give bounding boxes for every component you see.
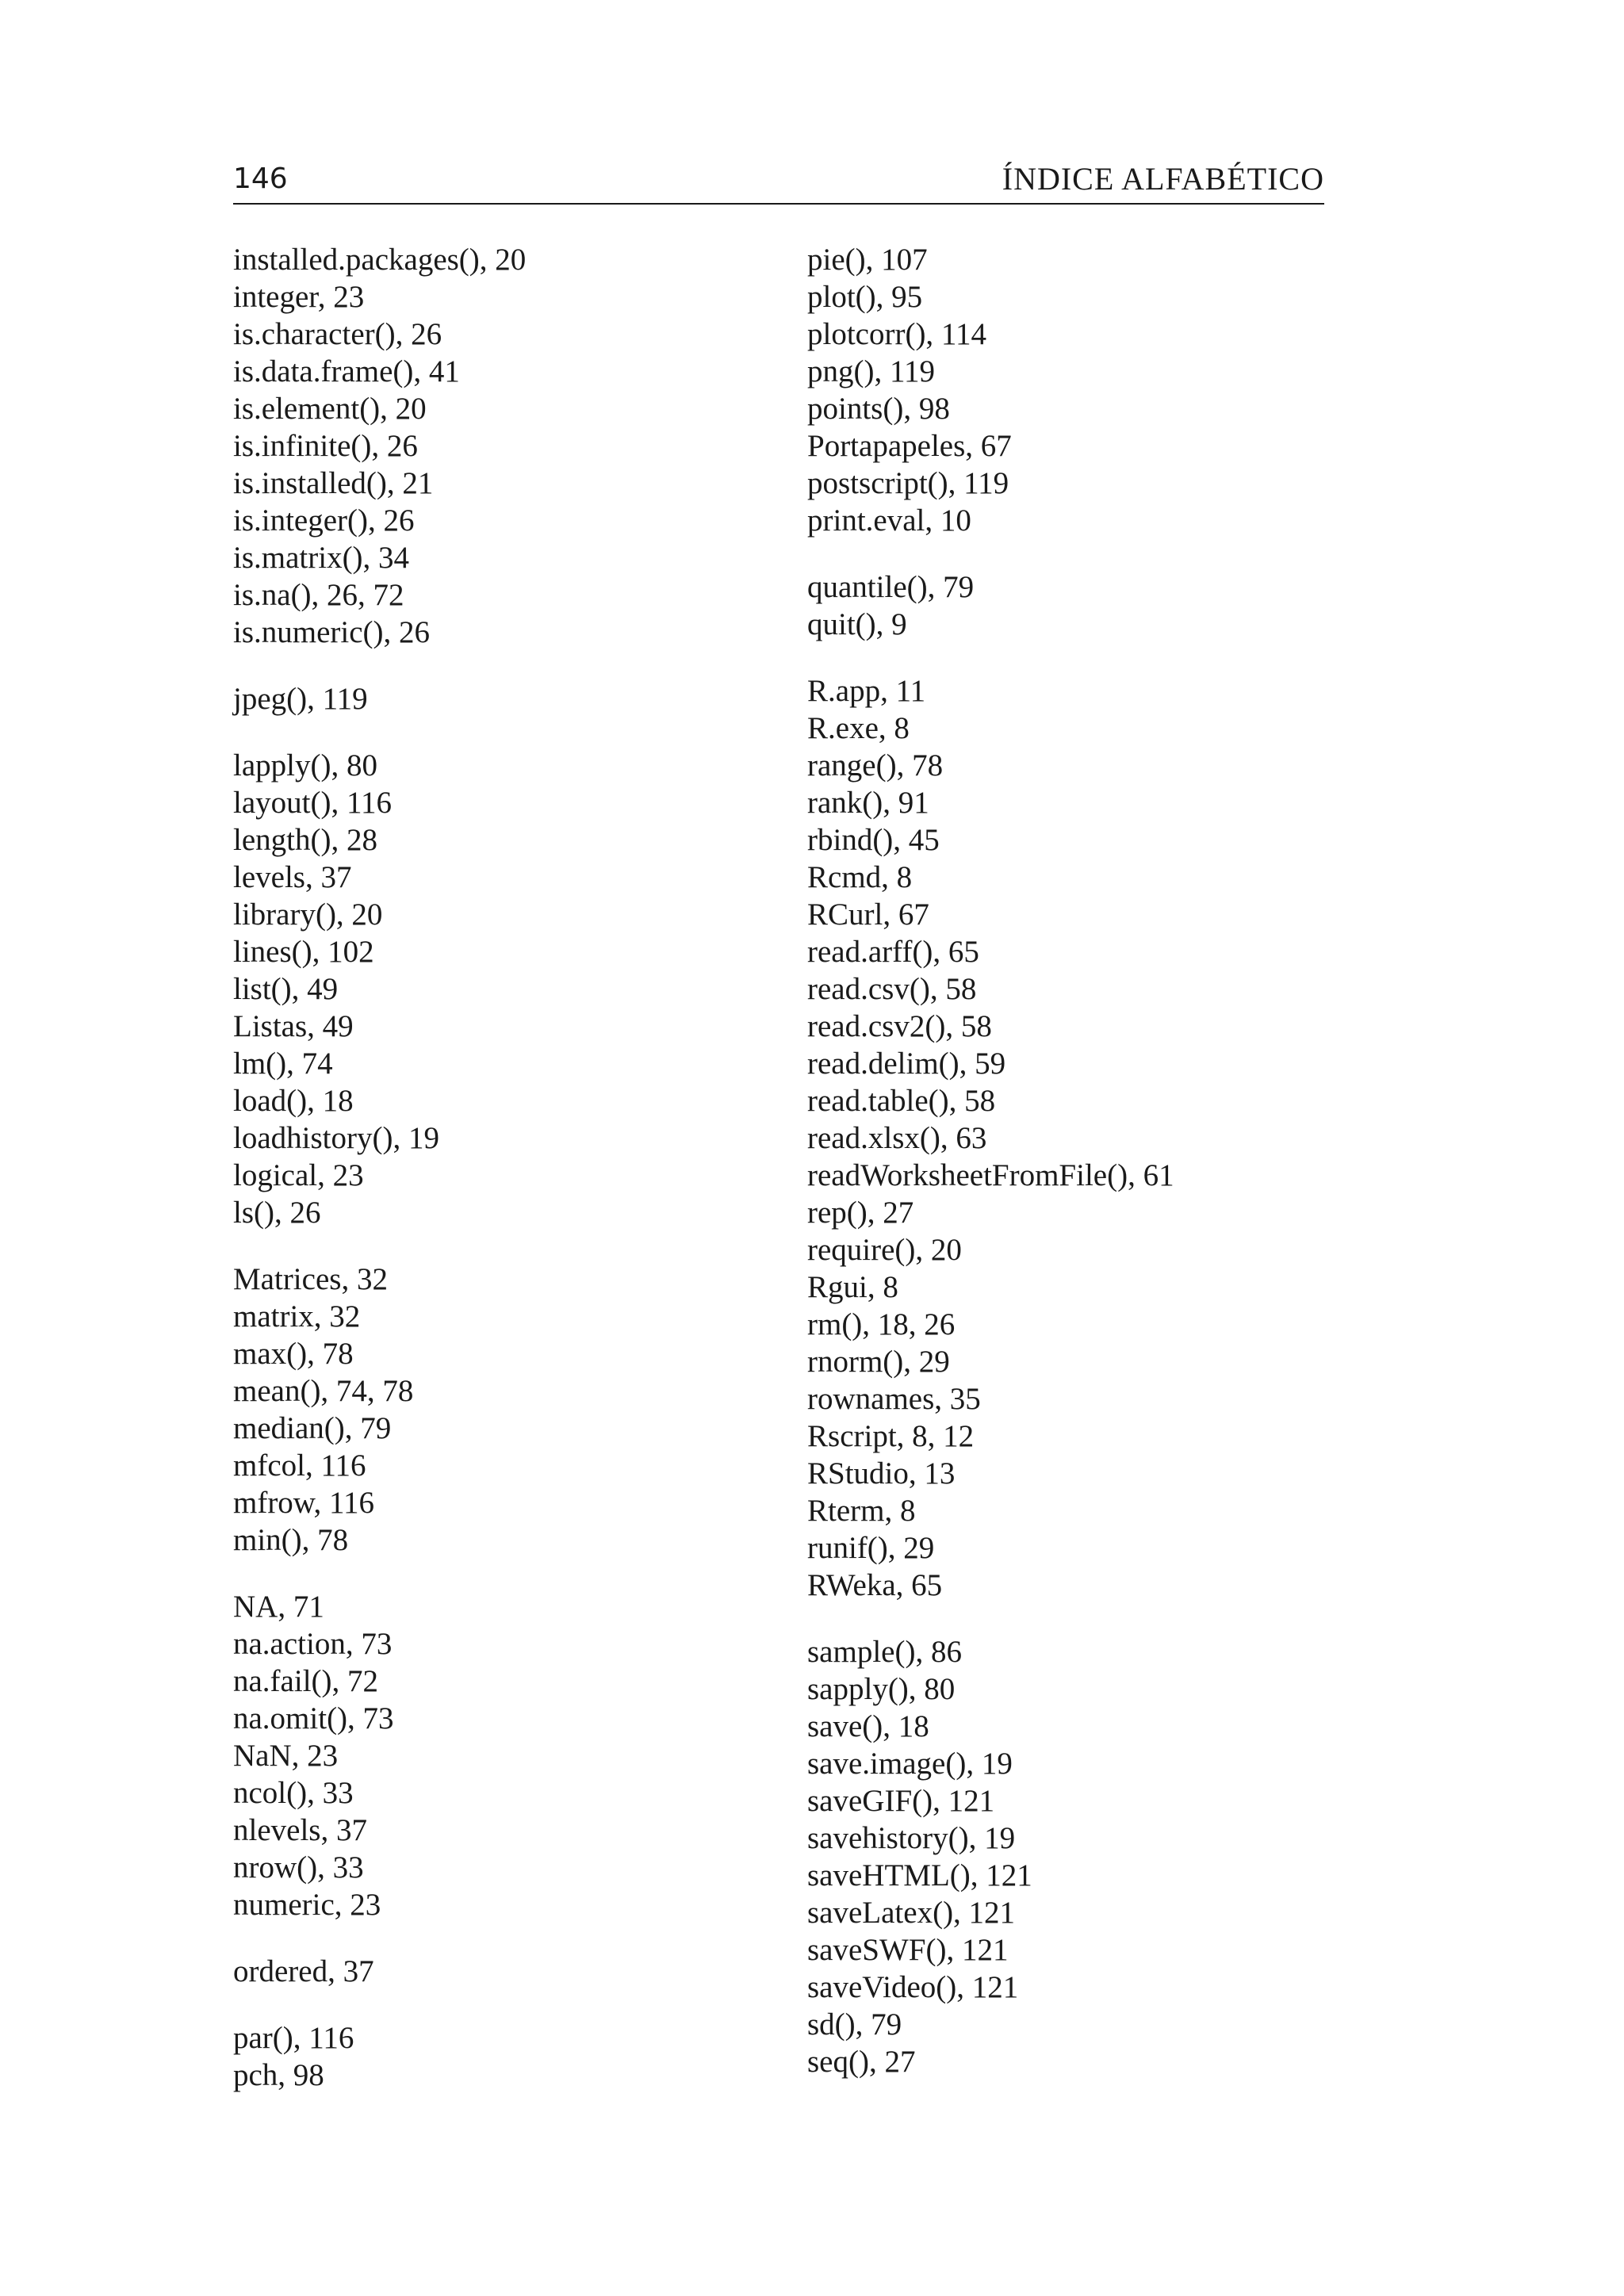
index-entry: Matrices, 32 (233, 1262, 388, 1296)
index-entry: load(), 18 (233, 1084, 354, 1118)
index-entry: saveHTML(), 121 (807, 1858, 1032, 1892)
index-entry: Rterm, 8 (807, 1494, 916, 1528)
index-entry: read.csv(), 58 (807, 972, 977, 1006)
index-entry: mean(), 74, 78 (233, 1374, 414, 1408)
index-entry: min(), 78 (233, 1523, 349, 1557)
index-entry: lm(), 74 (233, 1047, 333, 1081)
index-entry: rank(), 91 (807, 786, 929, 820)
index-entry: points(), 98 (807, 392, 950, 426)
index-entry: logical, 23 (233, 1158, 364, 1192)
index-entry: na.action, 73 (233, 1627, 393, 1661)
index-entry: is.installed(), 21 (233, 466, 434, 500)
index-entry: ordered, 37 (233, 1954, 374, 1988)
index-entry: lapply(), 80 (233, 748, 377, 783)
index-column-right (807, 241, 1362, 2110)
index-entry: range(), 78 (807, 748, 944, 783)
index-entry: R.exe, 8 (807, 711, 910, 745)
index-entry: RCurl, 67 (807, 897, 929, 932)
index-entry: is.character(), 26 (233, 317, 442, 351)
index-entry: is.infinite(), 26 (233, 429, 418, 463)
index-letter-group (807, 568, 1362, 643)
index-entry: Portapapeles, 67 (807, 429, 1012, 463)
index-entry: jpeg(), 119 (233, 682, 368, 716)
index-entry: ls(), 26 (233, 1196, 321, 1230)
index-entry: nlevels, 37 (233, 1813, 367, 1847)
index-entry: rnorm(), 29 (807, 1345, 950, 1379)
index-entry: read.table(), 58 (807, 1084, 996, 1118)
index-entry: mfrow, 116 (233, 1486, 374, 1520)
index-entry: sd(), 79 (807, 2007, 902, 2042)
index-entry: levels, 37 (233, 860, 352, 894)
index-entry: quantile(), 79 (807, 570, 975, 604)
index-entry: read.xlsx(), 63 (807, 1121, 987, 1155)
index-entry: is.matrix(), 34 (233, 541, 410, 575)
index-entry: par(), 116 (233, 2021, 354, 2055)
index-entry: print.eval, 10 (807, 503, 971, 538)
index-entry: saveVideo(), 121 (807, 1970, 1019, 2004)
index-entry: read.arff(), 65 (807, 935, 979, 969)
index-column-left (233, 241, 788, 2123)
index-entry: readWorksheetFromFile(), 61 (807, 1158, 1174, 1192)
index-entry: installed.packages(), 20 (233, 243, 527, 277)
running-head: ÍNDICE ALFABÉTICO (1002, 161, 1324, 197)
index-entry: plot(), 95 (807, 280, 923, 314)
index-entry: is.integer(), 26 (233, 503, 415, 538)
index-entry: save(), 18 (807, 1709, 929, 1743)
index-entry: NA, 71 (233, 1590, 324, 1624)
index-letter-group (233, 2019, 788, 2094)
index-entry: read.csv2(), 58 (807, 1009, 992, 1043)
index-entry: na.omit(), 73 (233, 1701, 394, 1735)
index-entry: numeric, 23 (233, 1888, 381, 1922)
index-entry: list(), 49 (233, 972, 339, 1006)
index-entry: RStudio, 13 (807, 1456, 956, 1490)
page-header (233, 162, 1324, 205)
index-entry: quit(), 9 (807, 607, 907, 641)
index-entry: Rscript, 8, 12 (807, 1419, 975, 1453)
index-entry: saveSWF(), 121 (807, 1933, 1009, 1967)
index-letter-group (233, 241, 788, 651)
index-entry: matrix, 32 (233, 1299, 361, 1334)
index-entry: rbind(), 45 (807, 823, 940, 857)
index-entry: read.delim(), 59 (807, 1047, 1006, 1081)
index-letter-group (807, 241, 1362, 539)
index-entry: median(), 79 (233, 1411, 392, 1445)
index-entry: is.na(), 26, 72 (233, 578, 404, 612)
index-entry: is.numeric(), 26 (233, 615, 431, 649)
index-entry: runif(), 29 (807, 1531, 935, 1565)
index-entry: loadhistory(), 19 (233, 1121, 439, 1155)
index-entry: Listas, 49 (233, 1009, 354, 1043)
index-entry: Rgui, 8 (807, 1270, 898, 1304)
index-entry: na.fail(), 72 (233, 1664, 379, 1698)
index-letter-group (233, 747, 788, 1231)
index-entry: library(), 20 (233, 897, 383, 932)
index-letter-group (233, 1261, 788, 1559)
index-entry: postscript(), 119 (807, 466, 1009, 500)
index-entry: layout(), 116 (233, 786, 393, 820)
index-entry: nrow(), 33 (233, 1850, 364, 1885)
index-entry: save.image(), 19 (807, 1747, 1013, 1781)
index-entry: sapply(), 80 (807, 1672, 956, 1706)
index-entry: lines(), 102 (233, 935, 374, 969)
index-entry: rownames, 35 (807, 1382, 981, 1416)
index-entry: is.data.frame(), 41 (233, 354, 460, 388)
index-letter-group (233, 1953, 788, 1990)
index-entry: is.element(), 20 (233, 392, 427, 426)
index-entry: savehistory(), 19 (807, 1821, 1016, 1855)
index-entry: mfcol, 116 (233, 1448, 366, 1483)
index-letter-group (807, 672, 1362, 1604)
index-entry: Rcmd, 8 (807, 860, 913, 894)
index-entry: require(), 20 (807, 1233, 962, 1267)
index-entry: saveGIF(), 121 (807, 1784, 995, 1818)
index-entry: plotcorr(), 114 (807, 317, 986, 351)
index-entry: png(), 119 (807, 354, 936, 388)
index-entry: saveLatex(), 121 (807, 1896, 1016, 1930)
index-entry: R.app, 11 (807, 674, 926, 708)
index-entry: max(), 78 (233, 1337, 354, 1371)
index-entry: pie(), 107 (807, 243, 928, 277)
index-entry: NaN, 23 (233, 1739, 339, 1773)
index-entry: length(), 28 (233, 823, 377, 857)
index-entry: ncol(), 33 (233, 1776, 354, 1810)
index-entry: integer, 23 (233, 280, 365, 314)
index-letter-group (233, 1588, 788, 1923)
page-number: 146 (233, 163, 288, 195)
index-entry: seq(), 27 (807, 2045, 916, 2079)
index-entry: pch, 98 (233, 2058, 324, 2092)
index-letter-group (233, 680, 788, 718)
index-entry: rm(), 18, 26 (807, 1307, 956, 1341)
index-entry: RWeka, 65 (807, 1568, 943, 1602)
index-entry: rep(), 27 (807, 1196, 914, 1230)
index-letter-group (807, 1633, 1362, 2080)
index-entry: sample(), 86 (807, 1635, 962, 1669)
